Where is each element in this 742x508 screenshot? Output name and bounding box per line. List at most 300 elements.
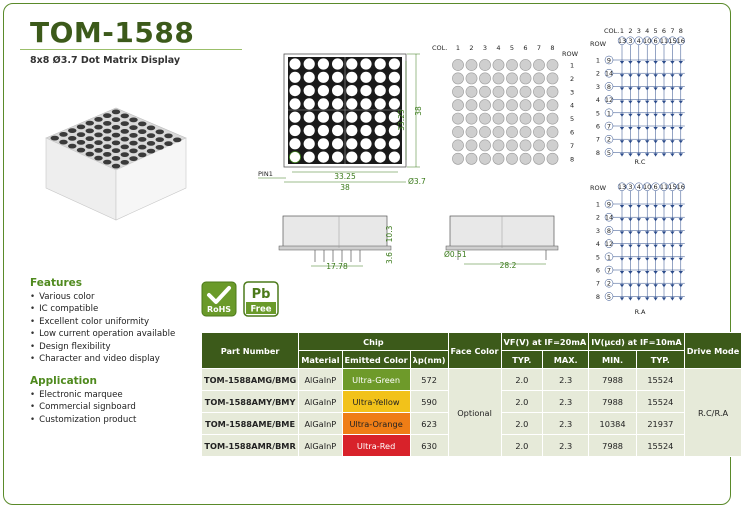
led-dot	[332, 85, 343, 96]
application-heading: Application	[30, 375, 97, 387]
led-dot	[86, 121, 94, 126]
pb-free-badge	[243, 281, 279, 317]
led-dot	[318, 58, 329, 69]
led-dot	[375, 72, 386, 83]
diode-icon	[679, 153, 683, 156]
svg-text:ROW: ROW	[562, 50, 579, 58]
diode-icon	[679, 271, 683, 274]
material-cell: AlGaInP	[299, 391, 342, 413]
diode-icon	[645, 127, 649, 130]
led-dot	[147, 141, 155, 146]
vf-max-cell: 2.3	[543, 369, 589, 391]
led-dot	[466, 86, 477, 97]
vf-typ-cell: 2.0	[501, 413, 543, 435]
diode-icon	[628, 258, 632, 261]
diode-icon	[679, 101, 683, 104]
svg-text:2: 2	[595, 69, 601, 78]
svg-text:9: 9	[606, 56, 612, 65]
led-dot	[360, 138, 371, 149]
diode-icon	[645, 231, 649, 234]
diode-icon	[670, 245, 674, 248]
col-number: 6	[523, 44, 528, 52]
led-dot	[389, 85, 400, 96]
diode-icon	[662, 271, 666, 274]
vf-max-cell: 2.3	[543, 391, 589, 413]
svg-text:COL.: COL.	[432, 44, 448, 52]
led-dot	[289, 85, 300, 96]
diode-icon	[679, 297, 683, 300]
emitted-color-cell: Ultra-Red	[342, 435, 410, 457]
svg-text:6: 6	[661, 27, 667, 35]
led-dot	[129, 148, 137, 153]
led-dot	[112, 133, 120, 138]
led-dot	[506, 100, 517, 111]
led-dot	[77, 140, 85, 145]
svg-text:5: 5	[606, 292, 612, 301]
led-dot	[346, 138, 357, 149]
diode-icon	[679, 127, 683, 130]
row-number: 1	[570, 61, 575, 70]
led-dot	[479, 59, 490, 70]
diode-icon	[620, 127, 624, 130]
svg-text:13: 13	[617, 37, 627, 45]
diode-icon	[670, 101, 674, 104]
led-dot	[289, 58, 300, 69]
diode-icon	[653, 297, 657, 300]
led-dot	[375, 138, 386, 149]
led-dot	[466, 73, 477, 84]
led-dot	[129, 133, 137, 138]
diode-icon	[662, 153, 666, 156]
led-dot	[506, 126, 517, 137]
led-dot	[289, 72, 300, 83]
rc-column-numbers	[620, 27, 683, 35]
led-dot	[375, 125, 386, 136]
led-dot	[86, 144, 94, 149]
diode-icon	[653, 153, 657, 156]
led-dot	[86, 128, 94, 133]
svg-text:5: 5	[595, 109, 601, 118]
led-dot	[389, 72, 400, 83]
led-dot	[493, 59, 504, 70]
led-dot	[346, 58, 357, 69]
led-dot	[452, 59, 463, 70]
diode-icon	[620, 140, 624, 143]
diode-icon	[620, 101, 624, 104]
feature-item: • Excellent color uniformity	[30, 316, 175, 328]
diode-icon	[662, 284, 666, 287]
led-dot	[375, 112, 386, 123]
diode-icon	[662, 101, 666, 104]
svg-text:5: 5	[595, 253, 601, 262]
led-dot	[533, 86, 544, 97]
led-dot	[360, 72, 371, 83]
led-dot	[493, 140, 504, 151]
ra-row-numbers	[596, 201, 600, 301]
part-number-cell: TOM-1588AMY/BMY	[202, 391, 299, 413]
led-dot	[389, 138, 400, 149]
iv-typ-cell: 15524	[636, 391, 684, 413]
led-dot	[520, 86, 531, 97]
svg-text:3: 3	[636, 27, 641, 35]
led-dot	[493, 153, 504, 164]
led-dot	[318, 98, 329, 109]
led-dot	[547, 140, 558, 151]
diode-icon	[653, 245, 657, 248]
diode-icon	[645, 101, 649, 104]
emitted-color-cell: Ultra-Orange	[342, 413, 410, 435]
led-dot	[77, 124, 85, 129]
svg-text:11: 11	[659, 37, 669, 45]
row-number: 3	[570, 88, 575, 97]
led-dot	[289, 138, 300, 149]
led-dot	[533, 100, 544, 111]
led-dot	[103, 113, 111, 118]
diode-icon	[679, 87, 683, 90]
led-dot	[375, 98, 386, 109]
diode-icon	[653, 61, 657, 64]
led-dot	[493, 126, 504, 137]
header-vf-max: MAX.	[543, 351, 589, 369]
led-dot	[94, 125, 102, 130]
header-iv-typ: TYP.	[636, 351, 684, 369]
rc-caption: R.C	[634, 158, 646, 166]
led-dot	[332, 138, 343, 149]
svg-text:4: 4	[595, 240, 601, 249]
led-dot	[121, 137, 129, 142]
diode-icon	[645, 271, 649, 274]
wavelength-cell: 572	[410, 369, 448, 391]
diode-icon	[628, 218, 632, 221]
svg-text:10: 10	[643, 183, 652, 191]
features-heading: Features	[30, 277, 82, 289]
diode-icon	[620, 153, 624, 156]
diode-icon	[679, 245, 683, 248]
diode-icon	[620, 258, 624, 261]
led-dot	[533, 113, 544, 124]
led-dot	[129, 141, 137, 146]
led-dot	[129, 125, 137, 130]
diode-icon	[620, 74, 624, 77]
svg-text:28.2: 28.2	[499, 261, 517, 270]
iv-min-cell: 7988	[589, 369, 637, 391]
diode-icon	[662, 140, 666, 143]
col-number: 4	[496, 44, 501, 52]
header-drive-mode: Drive Mode	[684, 333, 742, 369]
led-dot	[360, 85, 371, 96]
diode-icon	[679, 140, 683, 143]
svg-text:15: 15	[668, 37, 677, 45]
led-dot	[94, 132, 102, 137]
svg-text:PIN1: PIN1	[258, 170, 273, 178]
svg-text:ROW: ROW	[590, 40, 607, 48]
material-cell: AlGaInP	[299, 435, 342, 457]
diode-icon	[679, 74, 683, 77]
ra-caption: R.A	[634, 308, 646, 316]
svg-text:8: 8	[595, 148, 601, 157]
svg-text:7: 7	[670, 27, 675, 35]
diode-icon	[645, 218, 649, 221]
diode-icon	[662, 127, 666, 130]
feature-item: • Various color	[30, 291, 175, 303]
led-dot	[389, 98, 400, 109]
diode-icon	[662, 61, 666, 64]
application-item: • Commercial signboard	[30, 401, 136, 413]
header-vf: VF(V) at IF=20mA	[501, 333, 589, 351]
rohs-badge	[201, 281, 237, 317]
led-dot	[121, 113, 129, 118]
svg-text:13: 13	[617, 183, 627, 191]
led-dot	[506, 140, 517, 151]
diode-icon	[628, 153, 632, 156]
led-dot	[452, 126, 463, 137]
svg-text:8: 8	[595, 292, 601, 301]
diode-icon	[662, 231, 666, 234]
diode-icon	[662, 218, 666, 221]
led-dot	[346, 152, 357, 163]
led-dot	[138, 121, 146, 126]
led-dot	[479, 126, 490, 137]
svg-text:1: 1	[595, 200, 601, 209]
svg-text:2: 2	[595, 213, 601, 222]
diode-icon	[662, 245, 666, 248]
led-dot	[332, 98, 343, 109]
led-dot	[112, 164, 120, 169]
led-dot	[520, 140, 531, 151]
led-dot	[94, 156, 102, 161]
led-dot	[318, 85, 329, 96]
ra-circuit-diagram	[588, 176, 698, 320]
svg-text:1: 1	[595, 56, 601, 65]
led-dot	[520, 100, 531, 111]
svg-text:10: 10	[643, 37, 652, 45]
diode-icon	[670, 218, 674, 221]
led-dot	[138, 152, 146, 157]
led-dot	[547, 113, 558, 124]
diode-icon	[628, 140, 632, 143]
diode-icon	[637, 153, 641, 156]
diode-icon	[637, 205, 641, 208]
led-dot	[121, 144, 129, 149]
diode-icon	[628, 231, 632, 234]
column-numbers	[456, 44, 555, 52]
diode-icon	[628, 205, 632, 208]
diode-icon	[645, 74, 649, 77]
diode-icon	[645, 297, 649, 300]
led-dot	[479, 113, 490, 124]
svg-text:17.78: 17.78	[326, 262, 348, 271]
part-number-cell: TOM-1588AMG/BMG	[202, 369, 299, 391]
led-dot	[304, 138, 315, 149]
led-dot	[346, 85, 357, 96]
led-dot	[59, 132, 67, 137]
svg-text:14: 14	[604, 213, 614, 222]
diode-icon	[662, 114, 666, 117]
col-number: 2	[469, 44, 474, 52]
emitted-color-cell: Ultra-Yellow	[342, 391, 410, 413]
application-item: • Customization product	[30, 414, 136, 426]
diode-icon	[628, 101, 632, 104]
diode-icon	[628, 271, 632, 274]
diode-icon	[653, 87, 657, 90]
diode-icon	[637, 101, 641, 104]
col-number: 8	[550, 44, 555, 52]
diode-icon	[637, 271, 641, 274]
diode-icon	[679, 284, 683, 287]
led-dot	[138, 137, 146, 142]
diode-icon	[679, 205, 683, 208]
diode-icon	[662, 87, 666, 90]
svg-text:12: 12	[604, 240, 614, 249]
led-dot	[103, 129, 111, 134]
led-dot	[103, 152, 111, 157]
svg-text:7: 7	[606, 122, 612, 131]
header-wavelength: λp(nm)	[410, 351, 448, 369]
led-dot	[452, 73, 463, 84]
row-number: 2	[570, 74, 575, 83]
svg-text:3: 3	[628, 183, 633, 191]
vf-max-cell: 2.3	[543, 413, 589, 435]
diode-icon	[670, 140, 674, 143]
diode-icon	[628, 87, 632, 90]
product-subtitle: 8x8 Ø3.7 Dot Matrix Display	[30, 55, 181, 66]
led-dot	[138, 145, 146, 150]
led-dot	[360, 98, 371, 109]
svg-text:ROW: ROW	[590, 184, 607, 192]
led-dot	[121, 160, 129, 165]
led-dot	[466, 59, 477, 70]
diode-icon	[670, 258, 674, 261]
feature-item: • Low current operation available	[30, 328, 175, 340]
led-dot	[304, 58, 315, 69]
led-dot	[375, 58, 386, 69]
led-dot	[121, 129, 129, 134]
led-dot	[164, 141, 172, 146]
svg-text:2: 2	[606, 279, 612, 288]
diode-icon	[620, 87, 624, 90]
ra-led-grid	[605, 183, 685, 301]
header-part-number: Part Number	[202, 333, 299, 369]
svg-text:4: 4	[645, 27, 650, 35]
diode-icon	[620, 271, 624, 274]
svg-text:10.3: 10.3	[385, 225, 394, 243]
diode-icon	[653, 258, 657, 261]
part-number-cell: TOM-1588AMR/BMR	[202, 435, 299, 457]
svg-text:9: 9	[606, 200, 612, 209]
led-dot	[304, 98, 315, 109]
diode-icon	[645, 245, 649, 248]
iv-typ-cell: 15524	[636, 369, 684, 391]
led-dot	[147, 149, 155, 154]
led-dot	[360, 125, 371, 136]
material-cell: AlGaInP	[299, 413, 342, 435]
rc-row-numbers	[596, 57, 600, 157]
led-dot	[318, 152, 329, 163]
material-cell: AlGaInP	[299, 369, 342, 391]
svg-text:3: 3	[628, 37, 633, 45]
led-dot	[533, 73, 544, 84]
application-list	[30, 389, 136, 426]
row-number: 4	[570, 101, 575, 110]
svg-text:3: 3	[595, 226, 601, 235]
diode-icon	[637, 114, 641, 117]
vf-max-cell: 2.3	[543, 435, 589, 457]
led-dot	[520, 59, 531, 70]
col-number: 1	[455, 44, 461, 52]
header-face-color: Face Color	[448, 333, 501, 369]
led-dot	[452, 153, 463, 164]
diode-icon	[653, 74, 657, 77]
led-dot	[112, 125, 120, 130]
diode-icon	[653, 205, 657, 208]
diode-icon	[670, 153, 674, 156]
led-dot	[479, 100, 490, 111]
led-dot	[506, 73, 517, 84]
svg-text:3.6: 3.6	[385, 252, 394, 264]
vf-typ-cell: 2.0	[501, 391, 543, 413]
led-dot	[68, 128, 76, 133]
led-dot	[332, 72, 343, 83]
led-dot	[173, 137, 181, 142]
diode-icon	[670, 284, 674, 287]
led-dot	[94, 148, 102, 153]
led-dot	[389, 152, 400, 163]
diode-icon	[662, 258, 666, 261]
svg-text:7: 7	[606, 266, 612, 275]
spec-table	[201, 332, 742, 457]
row-number: 7	[570, 141, 575, 150]
col-number: 5	[509, 44, 515, 52]
svg-text:33.25: 33.25	[397, 109, 406, 131]
led-dot	[112, 140, 120, 145]
svg-text:2: 2	[628, 27, 633, 35]
led-dot	[479, 140, 490, 151]
led-dot	[375, 152, 386, 163]
led-dot	[346, 72, 357, 83]
svg-text:5: 5	[606, 148, 612, 157]
led-dot	[103, 144, 111, 149]
diode-icon	[628, 61, 632, 64]
iv-min-cell: 7988	[589, 391, 637, 413]
iv-typ-cell: 21937	[636, 413, 684, 435]
header-vf-typ: TYP.	[501, 351, 543, 369]
col-number: 7	[536, 44, 542, 52]
iv-min-cell: 7988	[589, 435, 637, 457]
diode-icon	[662, 74, 666, 77]
led-dot	[94, 117, 102, 122]
led-dot	[346, 125, 357, 136]
led-dot	[479, 73, 490, 84]
led-dot	[318, 72, 329, 83]
diode-icon	[628, 74, 632, 77]
led-dot	[466, 100, 477, 111]
grey-dot-grid	[452, 59, 558, 164]
led-dot	[389, 58, 400, 69]
led-dot	[466, 126, 477, 137]
feature-item: • Design flexibility	[30, 341, 175, 353]
led-dot	[129, 117, 137, 122]
diode-icon	[628, 114, 632, 117]
diode-icon	[679, 231, 683, 234]
header-iv: IV(μcd) at IF=10mA	[589, 333, 685, 351]
svg-text:16: 16	[676, 37, 685, 45]
table-row	[202, 369, 742, 391]
led-dot	[547, 153, 558, 164]
led-dot	[360, 112, 371, 123]
led-dot	[77, 148, 85, 153]
diode-icon	[653, 231, 657, 234]
diode-icon	[670, 74, 674, 77]
